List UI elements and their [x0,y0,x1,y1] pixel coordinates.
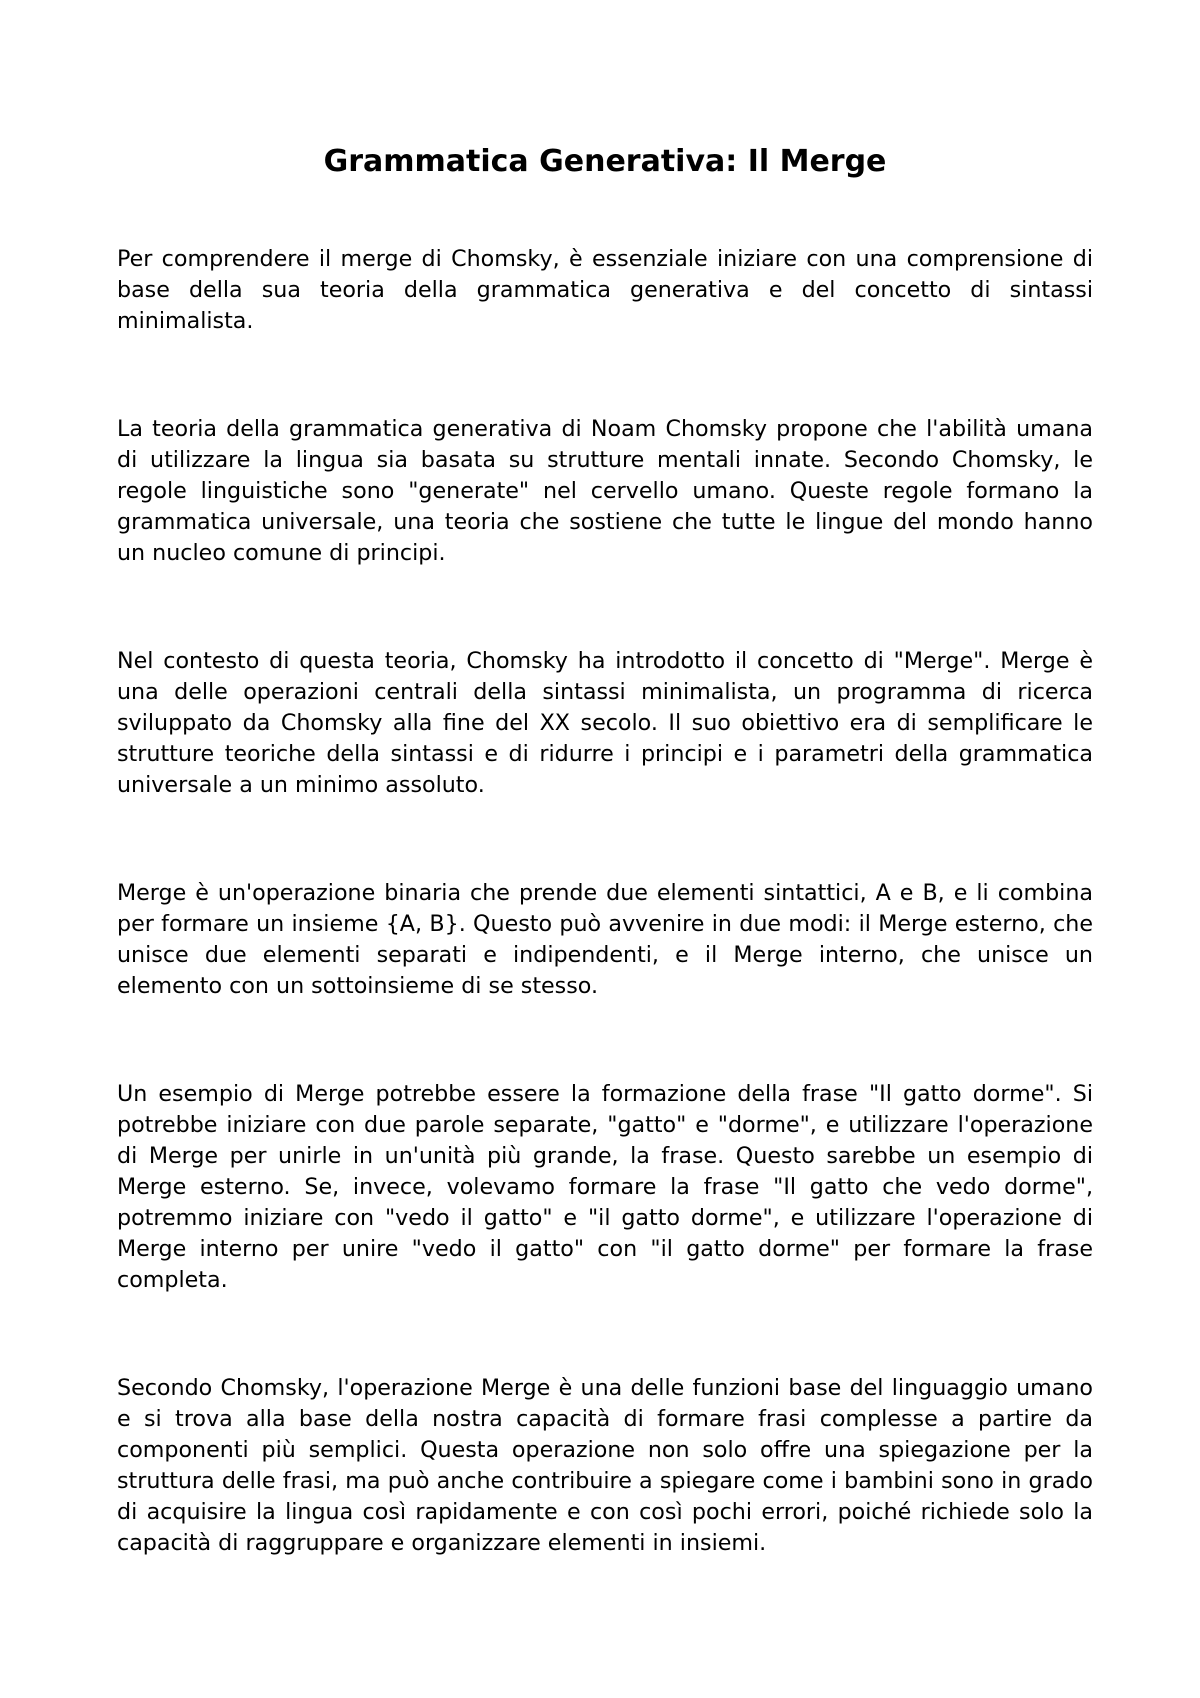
document-title: Grammatica Generativa: Il Merge [323,144,887,179]
paragraph-5: Un esempio di Merge potrebbe essere la formazione della frase "Il gatto dorme". Si potrebbe iniziare con due parole separate, "gatto" e "dorme", e utilizzare l'operazione di Merge per unirle in un'unità più grande, la frase. Questo sarebbe un esempio di Merge esterno. Se, invece, volevamo formare la frase "Il gatto che vedo dorme", potremmo iniziare con "vedo il gatto" e "il gatto dorme", e utilizzare l'operazione di Merge interno per unire "vedo il gatto" con "il gatto dorme" per formare la frase completa. [117,1081,1093,1293]
paragraph-4: Merge è un'operazione binaria che prende due elementi sintattici, A e B, e li combina per formare un insieme {A, B}. Questo può avvenire in due modi: il Merge esterno, che unisce due elementi separati e indipendenti, e il Merge interno, che unisce un elemento con un sottoinsieme di se stesso. [117,880,1093,999]
paragraph-3: Nel contesto di questa teoria, Chomsky ha introdotto il concetto di "Merge". Merge è una delle operazioni centrali della sintassi minimalista, un programma di ricerca sviluppato da Chomsky alla fine del XX secolo. Il suo obiettivo era di semplificare le strutture teoriche della sintassi e di ridurre i principi e i parametri della grammatica universale a un minimo assoluto. [117,648,1093,798]
paragraph-1: Per comprendere il merge di Chomsky, è essenziale iniziare con una comprensione di base della sua teoria della grammatica generativa e del concetto di sintassi minimalista. [117,246,1093,334]
paragraph-6: Secondo Chomsky, l'operazione Merge è una delle funzioni base del linguaggio umano e si trova alla base della nostra capacità di formare frasi complesse a partire da componenti più semplici. Questa operazione non solo offre una spiegazione per la struttura delle frasi, ma può anche contribuire a spiegare come i bambini sono in grado di acquisire la lingua così rapidamente e con così pochi errori, poiché richiede solo la capacità di raggruppare e organizzare elementi in insiemi. [117,1375,1093,1556]
paragraph-2: La teoria della grammatica generativa di Noam Chomsky propone che l'abilità umana di utilizzare la lingua sia basata su strutture mentali innate. Secondo Chomsky, le regole linguistiche sono "generate" nel cervello umano. Queste regole formano la grammatica universale, una teoria che sostiene che tutte le lingue del mondo hanno un nucleo comune di principi. [117,416,1093,566]
document-body [117,244,1093,1636]
